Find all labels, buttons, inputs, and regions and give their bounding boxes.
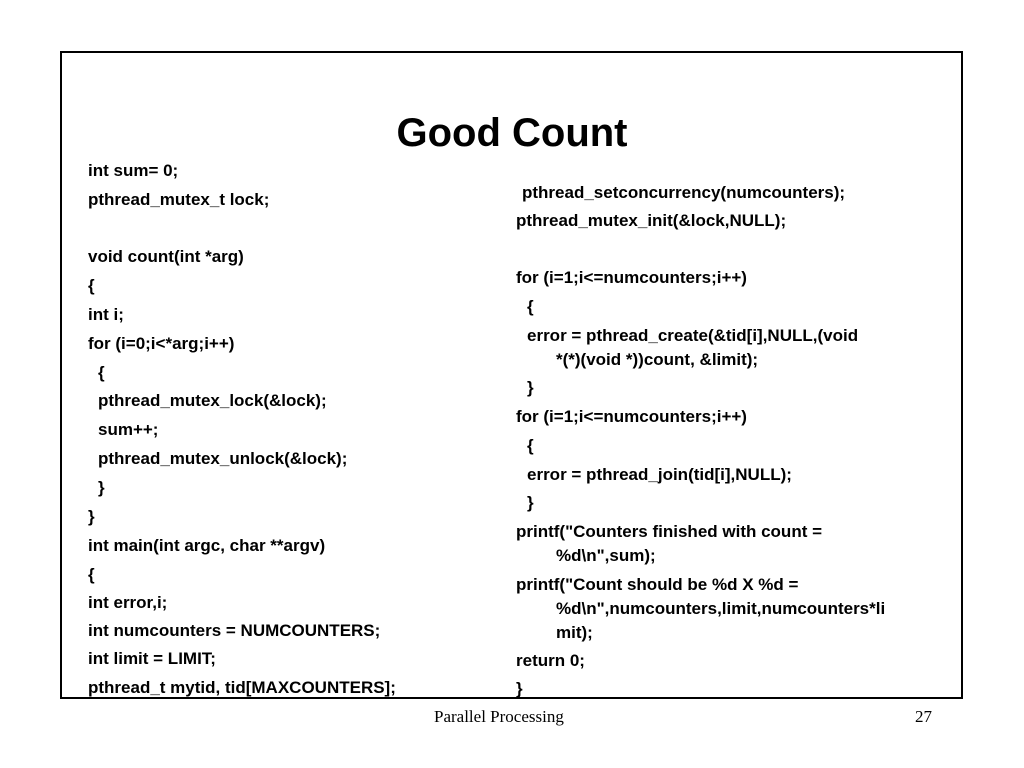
code-line: error = pthread_create(&tid[i],NULL,(void [527,326,859,345]
code-line: error = pthread_join(tid[i],NULL); [527,465,792,484]
slide-title: Good Count [396,111,628,155]
code-line: int sum= 0; [88,161,179,180]
code-line: } [527,493,534,512]
code-line: int i; [88,305,124,324]
code-line: { [88,565,95,584]
code-line: } [98,478,105,497]
code-line: } [88,507,95,526]
code-line: for (i=0;i<*arg;i++) [88,334,235,353]
code-line: } [516,679,523,698]
code-line: %d\n",numcounters,limit,numcounters*li [556,599,886,618]
footer-title: Parallel Processing [434,707,564,726]
code-line: pthread_mutex_lock(&lock); [98,391,327,410]
code-line: for (i=1;i<=numcounters;i++) [516,407,747,426]
code-line: printf("Counters finished with count = [516,522,823,541]
code-line: { [527,436,534,455]
code-line: void count(int *arg) [88,247,244,266]
code-line: int numcounters = NUMCOUNTERS; [88,621,381,640]
code-line: int main(int argc, char **argv) [88,536,326,555]
code-line: { [527,297,534,316]
code-line: int limit = LIMIT; [88,649,216,668]
code-line: pthread_mutex_t lock; [88,190,270,209]
code-line: } [527,378,534,397]
code-line: { [98,363,105,382]
code-line: printf("Count should be %d X %d = [516,575,799,594]
code-line: mit); [556,623,593,642]
code-line: pthread_setconcurrency(numcounters); [522,183,846,202]
code-line: pthread_t mytid, tid[MAXCOUNTERS]; [88,678,396,697]
code-line: return 0; [516,651,585,670]
code-line: pthread_mutex_init(&lock,NULL); [516,211,787,230]
code-line: pthread_mutex_unlock(&lock); [98,449,348,468]
slide-number: 27 [915,707,932,726]
code-line: sum++; [98,420,159,439]
code-line: int error,i; [88,593,168,612]
code-line: { [88,276,95,295]
code-line: for (i=1;i<=numcounters;i++) [516,268,747,287]
code-line: %d\n",sum); [556,546,656,565]
code-line: *(*)(void *))count, &limit); [556,350,759,369]
